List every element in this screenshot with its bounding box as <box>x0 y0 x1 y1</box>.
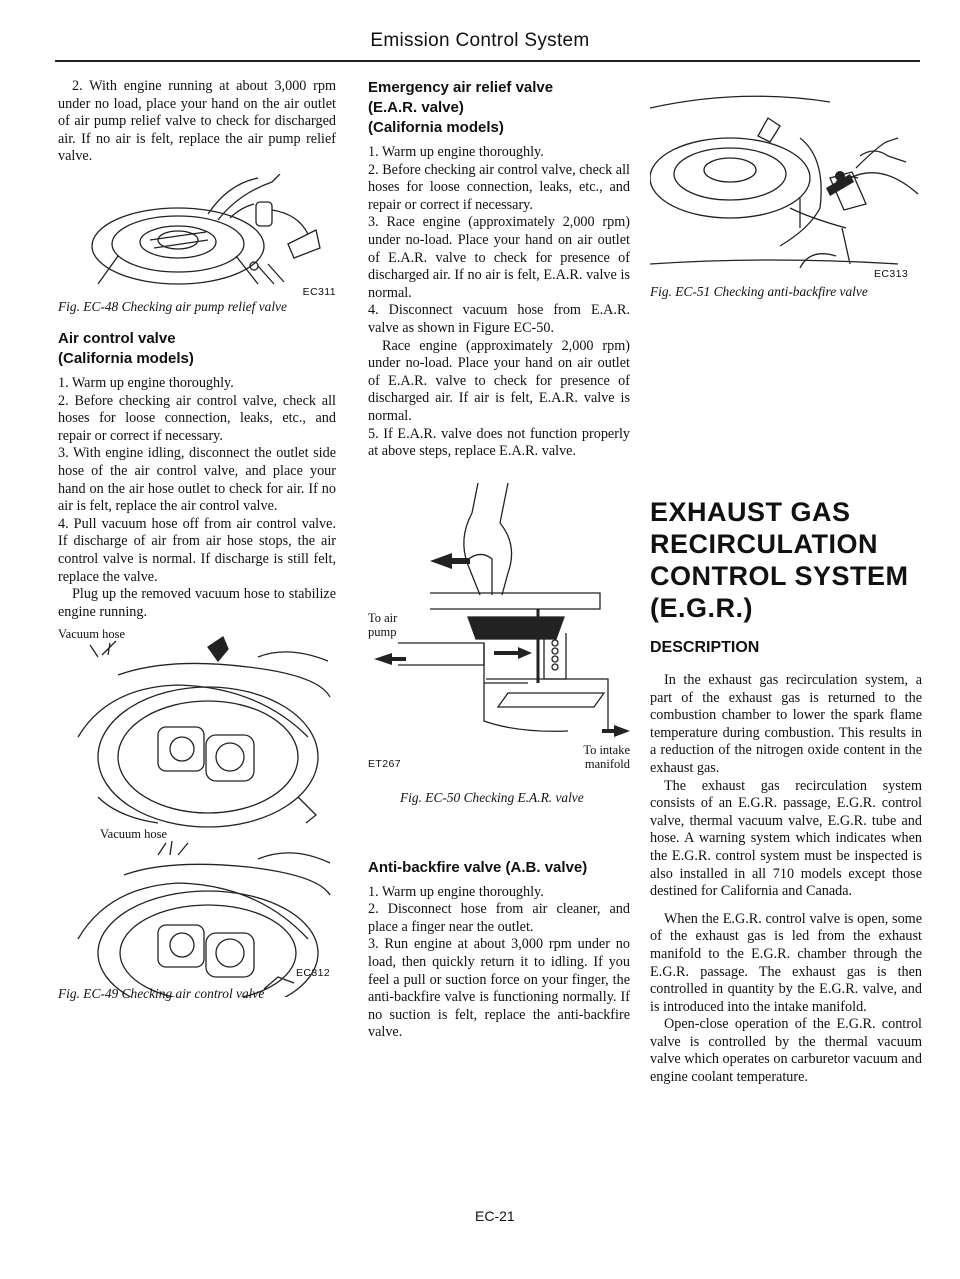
vacuum-hose-label-top: Vacuum hose <box>58 627 125 642</box>
column-middle <box>368 78 630 1042</box>
egr-title-line-1: EXHAUST GAS <box>650 497 851 527</box>
anti-backfire-valve-heading: Anti-backfire valve (A.B. valve) <box>368 858 588 876</box>
ear-valve-heading-abbr: (E.A.R. valve) <box>368 99 464 116</box>
figure-caption-ec51: Fig. EC-51 Checking anti-backfire valve <box>650 284 868 299</box>
figure-caption-ec48: Fig. EC-48 Checking air pump relief valve <box>58 298 287 314</box>
ab-step-1: 1. Warm up engine thoroughly. <box>368 883 544 900</box>
ear-step-5: 5. If E.A.R. valve does not function properly at above steps, replace E.A.R. valve. <box>368 425 630 460</box>
figure-code-et267: ET267 <box>368 757 401 770</box>
ear-step-2: 2. Before checking air control valve, check all hoses for loose connection, leaks, etc., and repair or correct if necessary. <box>368 161 630 213</box>
egr-paragraph-1: In the exhaust gas recirculation system, a part of the exhaust gas is returned to the combustion chamber to lower the spark flame temperature during combustion. This results in a reduction of the nitrogen oxide content in the exhaust gas. <box>650 672 922 776</box>
figure-caption-ec49: Fig. EC-49 Checking air control valve <box>58 986 265 1002</box>
figure-caption-ec50: Fig. EC-50 Checking E.A.R. valve <box>400 789 584 805</box>
egr-paragraph-2: The exhaust gas recirculation system consists of an E.G.R. passage, E.G.R. control valve, thermal vacuum valve, E.G.R. tube and hose. A warning system which indicates when the E.G.R. control system must be inspected is also installed in all 710 models except those destined for California and Canada. <box>650 777 922 900</box>
ear-step-3: 3. Race engine (approximately 2,000 rpm) under no-load. Place your hand on air outlet of E.A.R. valve to check for presence of discharged air. If no air is felt, E.A.R. valve is normal. <box>368 214 630 301</box>
ab-step-2: 2. Disconnect hose from air cleaner, and place a finger near the outlet. <box>368 901 630 935</box>
header-rule <box>55 60 920 62</box>
figure-code-ec48: EC311 <box>302 285 336 298</box>
figure-code-ec313: EC313 <box>874 268 909 280</box>
air-control-step-2: 2. Before checking air control valve, check all hoses for loose connection, leaks, etc., and repair or correct if necessary. <box>58 392 336 444</box>
air-control-step-1: 1. Warm up engine thoroughly. <box>58 374 234 391</box>
egr-title-line-2: RECIRCULATION <box>650 529 878 559</box>
description-heading: DESCRIPTION <box>650 639 760 656</box>
air-pump-relief-valve-illustration <box>58 174 336 292</box>
ear-step-1: 1. Warm up engine thoroughly. <box>368 144 544 160</box>
egr-title-line-4: (E.G.R.) <box>650 593 753 623</box>
air-control-valve-illustration <box>58 627 336 997</box>
figure-ec50 <box>368 483 630 783</box>
air-control-valve-subheading: (California models) <box>58 349 194 367</box>
air-control-note: Plug up the removed vacuum hose to stabilize engine running. <box>58 586 336 620</box>
ear-valve-heading-models: (California models) <box>368 119 504 136</box>
column-left <box>58 78 336 1012</box>
air-control-step-4: 4. Pull vacuum hose off from air control valve. If discharge of air from air hose stops, the air control valve is normal. If discharge is still felt, replace the valve. <box>58 515 336 585</box>
intro-paragraph: 2. With engine running at about 3,000 rpm under no load, place your hand on the air outlet of air pump relief valve to check for discharged air. If no air is felt, replace the air pump relief valve. <box>58 78 336 165</box>
air-control-step-3: 3. With engine idling, disconnect the outlet side hose of the air control valve, and place your hand on the air hose outlet to check for air. If no air is felt, replace the air control valve. <box>58 445 336 515</box>
figure-code-ec49: EC312 <box>296 967 331 980</box>
ear-step-4-note: Race engine (approximately 2,000 rpm) under no-load. Place your hand on air outlet of E.A.R. valve to check for presence of discharged air. If air is felt, E.A.R. valve is normal. <box>368 337 630 424</box>
figure-ec48 <box>58 174 336 315</box>
figure-ec49 <box>58 627 336 1012</box>
to-air-pump-label: To air pump <box>368 610 398 639</box>
ab-step-3: 3. Run engine at about 3,000 rpm under no load, then quickly return it to idling. If you feel a pull or suction force on your finger, the anti-backfire valve is functioning normally. If no suction is felt, replace the anti-backfire valve. <box>368 936 630 1041</box>
ear-step-4: 4. Disconnect vacuum hose from E.A.R. valve as shown in Figure EC-50. <box>368 302 630 336</box>
page-number: EC-21 <box>475 1208 515 1224</box>
egr-paragraph-4: Open-close operation of the E.G.R. control valve is controlled by the thermal vacuum valve which operates on carburetor vacuum and engine coolant temperature. <box>650 1016 922 1086</box>
air-control-valve-heading: Air control valve <box>58 329 176 347</box>
page-header: Emission Control System <box>370 30 590 51</box>
vacuum-hose-label-bottom: Vacuum hose <box>100 827 167 842</box>
anti-backfire-valve-illustration <box>650 78 922 273</box>
column-right <box>650 78 922 1087</box>
to-intake-manifold-label: To intake manifold <box>583 742 630 771</box>
egr-paragraph-3: When the E.G.R. control valve is open, some of the exhaust gas is led from the exhaust manifold to the E.G.R. chamber through the E.G.R. passage. The exhaust gas is then controlled in quantity by the E.G.R. valve, and is introduced into the intake manifold. <box>650 910 922 1015</box>
egr-title-line-3: CONTROL SYSTEM <box>650 561 909 591</box>
figure-ec51 <box>650 78 922 280</box>
ear-valve-heading: Emergency air relief valve <box>368 79 554 96</box>
